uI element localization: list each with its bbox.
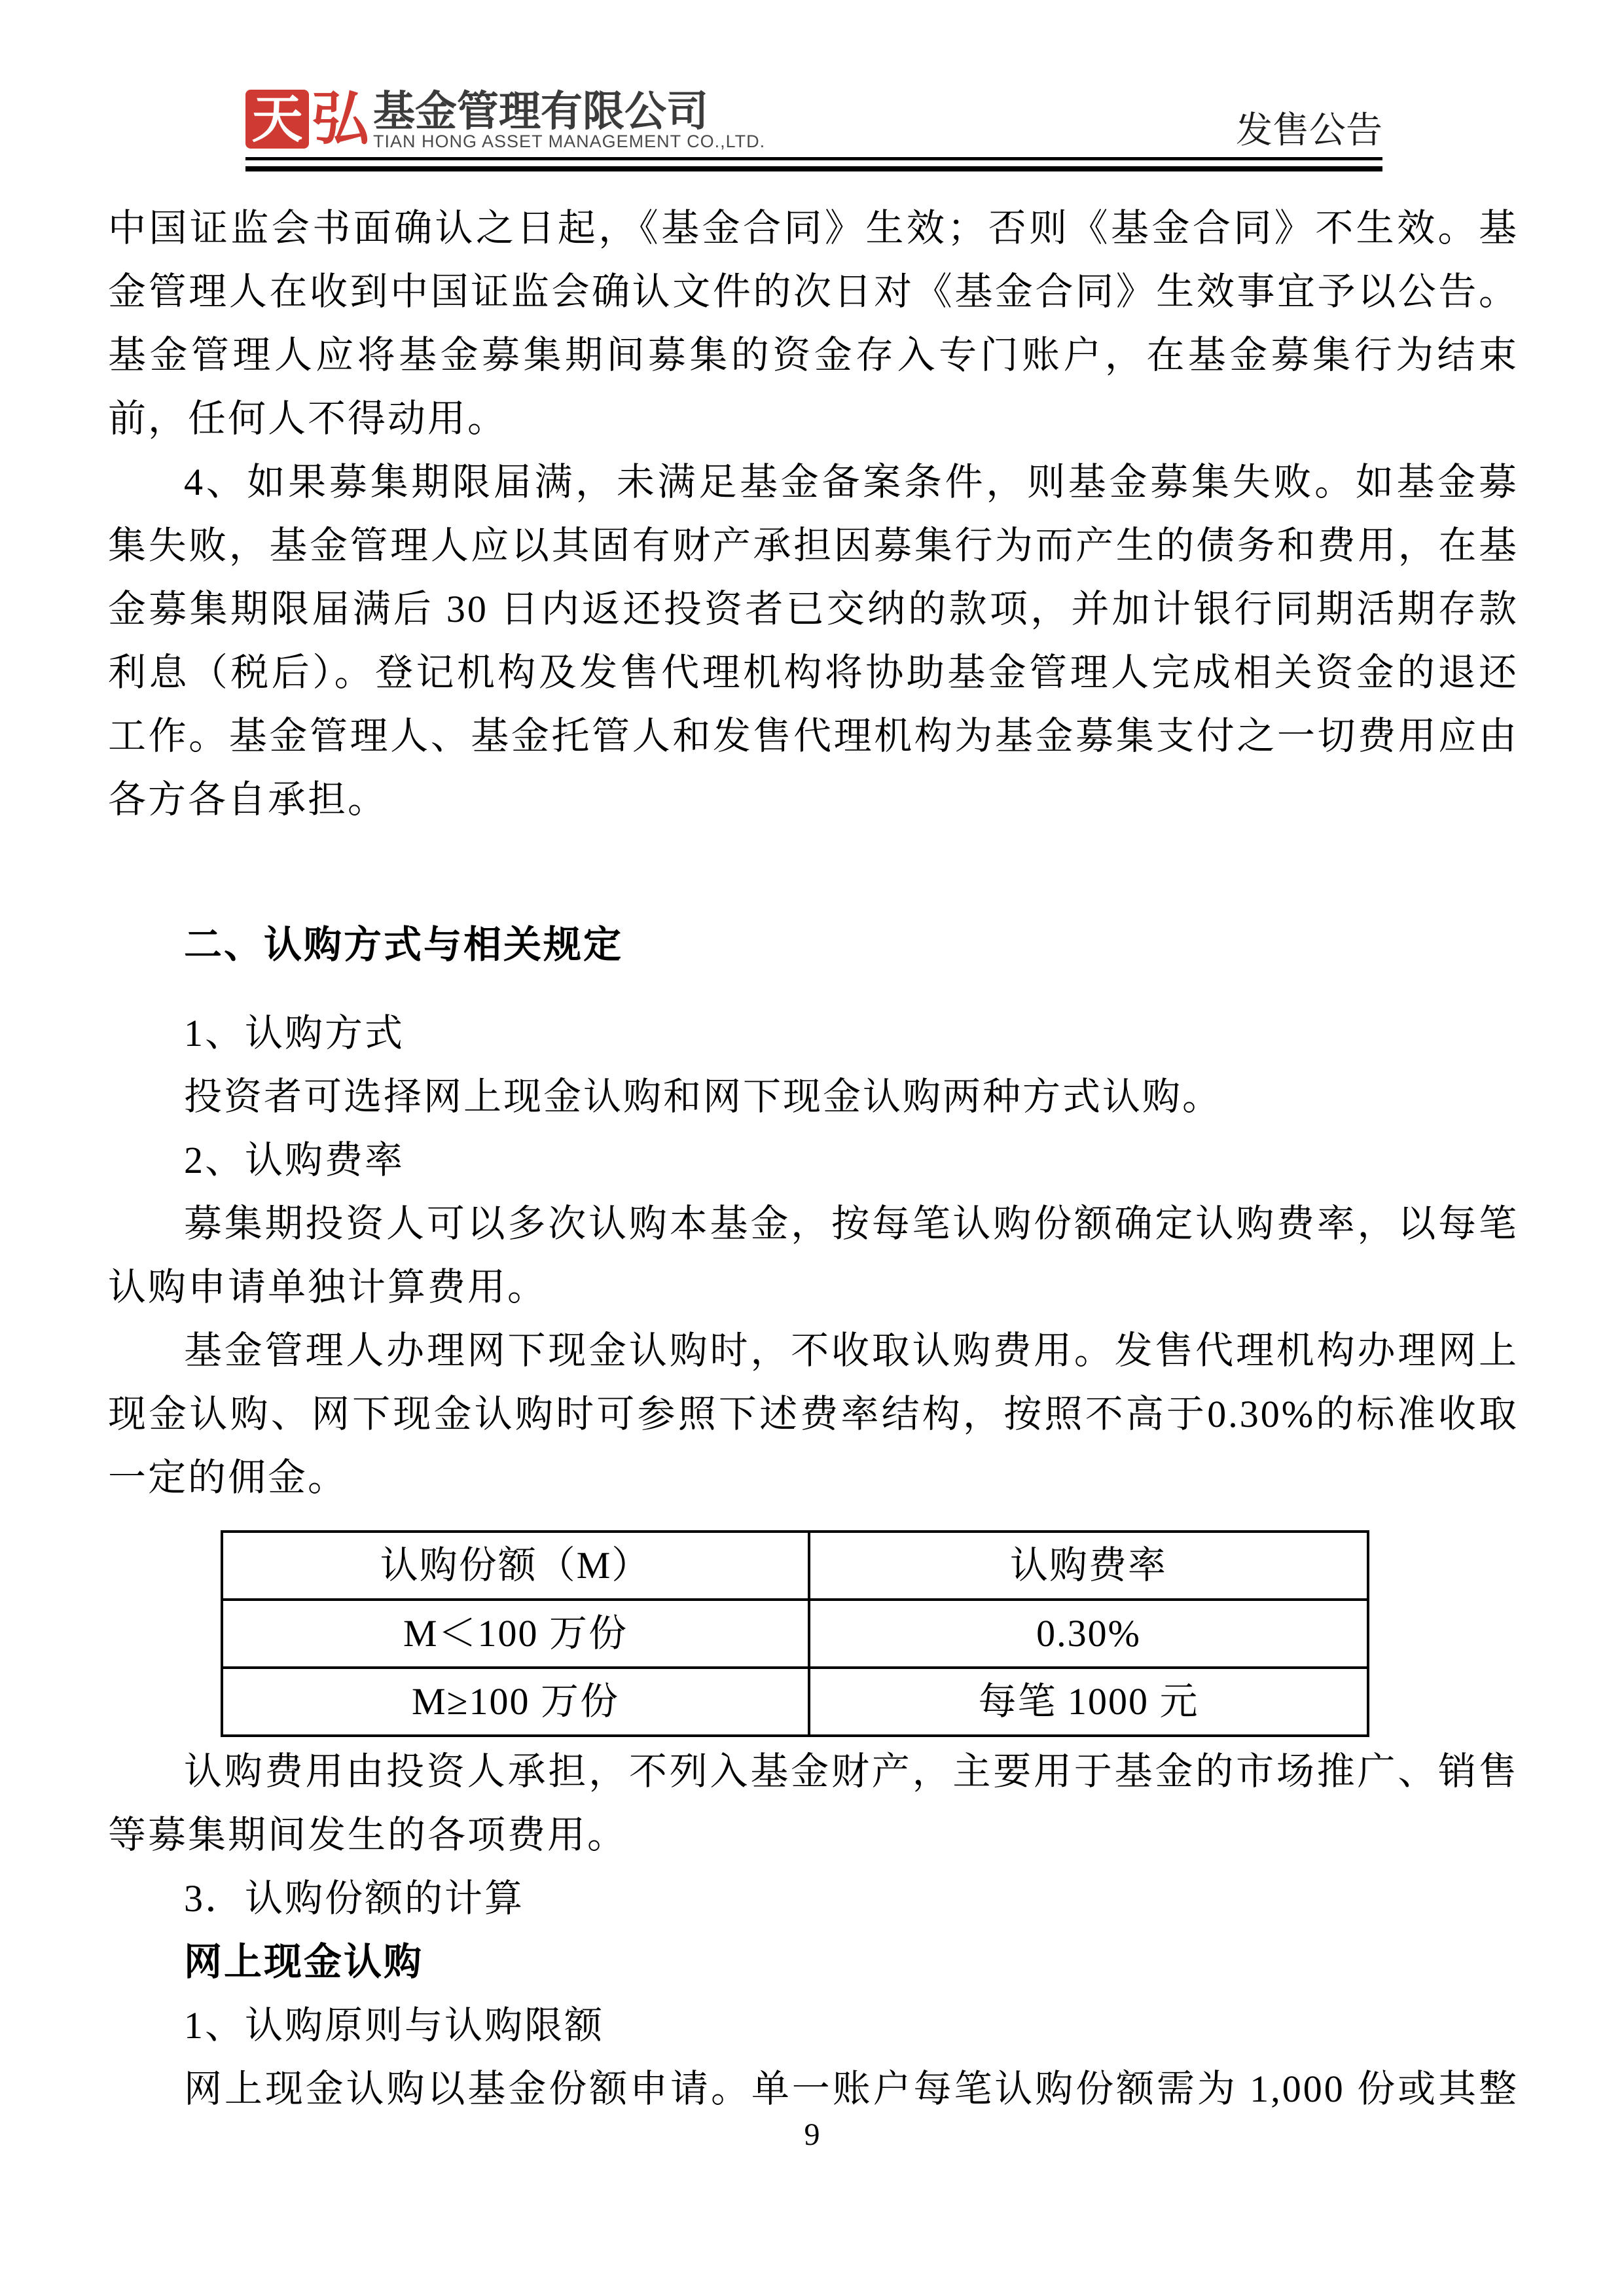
table-header-row: [222, 1532, 1368, 1600]
header-rule-thin: [245, 157, 1382, 160]
page-number: 9: [804, 2117, 820, 2152]
paragraph-subscription-method-title: 1、认购方式: [184, 1012, 405, 1054]
paragraph-contract-effect: 中国证监会书面确认之日起，《基金合同》生效；否则《基金合同》不生效。基金管理人在收到中国证监会确认文件的次日对《基金合同》生效事宜予以公告。基金管理人应将基金募集期间募集的资金存入专门账户，在基金募集行为结束前，任何人不得动用。: [108, 207, 1519, 440]
company-name-cn: 基金管理有限公司: [373, 88, 709, 135]
header-rule-thick: [245, 166, 1382, 171]
page-header: [245, 86, 1382, 171]
paragraph-raise-failure: 4、如果募集期限届满，未满足基金备案条件，则基金募集失败。如基金募集失败，基金管理人应以其固有财产承担因募集行为而产生的债务和费用，在基金募集期限届满后 30 日内返还投资者已交纳的款项，并加计银行同期活期存款利息（税后）。登记机构及发售代理机构将协助基金管理人完成相关资金的退还工作。基金管理人、基金托管人和发售代理机构为基金募集支付之一切费用应由各方各自承担。: [108, 461, 1519, 821]
logo-hong-glyph: 弘: [312, 86, 370, 151]
table-cell-rate-ge: 每笔 1000 元: [809, 1668, 1368, 1736]
company-logo: [245, 86, 766, 151]
paragraph-fee-rule: 募集期投资人可以多次认购本基金，按每笔认购份额确定认购费率，以每笔认购申请单独计算费用。: [108, 1202, 1519, 1308]
logo-names: [373, 90, 765, 151]
logo-tian-mark: [245, 90, 309, 149]
page-footer: [0, 2119, 1624, 2151]
document-body: [108, 196, 1519, 2121]
doc-type-label: 发售公告: [1236, 111, 1382, 151]
logo-tian-glyph: 天: [251, 90, 303, 148]
fee-table-wrap: [221, 1530, 1519, 1737]
table-cell-share-ge: M≥100 万份: [222, 1668, 809, 1736]
sub-heading-online-cash: 网上现金认购: [184, 1941, 424, 1983]
paragraph-fee-structure: 基金管理人办理网下现金认购时，不收取认购费用。发售代理机构办理网上现金认购、网下现金认购时可参照下述费率结构，按照不高于0.30%的标准收取一定的佣金。: [108, 1329, 1519, 1499]
table-cell-share-lt: M＜100 万份: [222, 1600, 809, 1668]
subscription-fee-table: [221, 1530, 1369, 1737]
table-cell-rate-lt: 0.30%: [809, 1600, 1368, 1668]
company-name-en: TIAN HONG ASSET MANAGEMENT CO.,LTD.: [373, 132, 766, 151]
paragraph-fee-usage: 认购费用由投资人承担，不列入基金财产，主要用于基金的市场推广、销售等募集期间发生的各项费用。: [108, 1750, 1519, 1856]
paragraph-subscription-fee-title: 2、认购费率: [184, 1139, 405, 1181]
paragraph-subscription-method: 投资者可选择网上现金认购和网下现金认购两种方式认购。: [184, 1075, 1223, 1118]
table-header-share: 认购份额（M）: [222, 1532, 809, 1600]
table-header-rate: 认购费率: [809, 1532, 1368, 1600]
table-row: [222, 1668, 1368, 1736]
paragraph-principle-title: 1、认购原则与认购限额: [184, 2004, 605, 2047]
paragraph-online-rule: 网上现金认购以基金份额申请。单一账户每笔认购份额需为 1,000 份或其整: [184, 2068, 1519, 2110]
header-row: [245, 86, 1382, 151]
section-heading-subscription: 二、认购方式与相关规定: [184, 924, 624, 966]
paragraph-share-calc-title: 3．认购份额的计算: [184, 1877, 525, 1920]
table-row: [222, 1600, 1368, 1668]
